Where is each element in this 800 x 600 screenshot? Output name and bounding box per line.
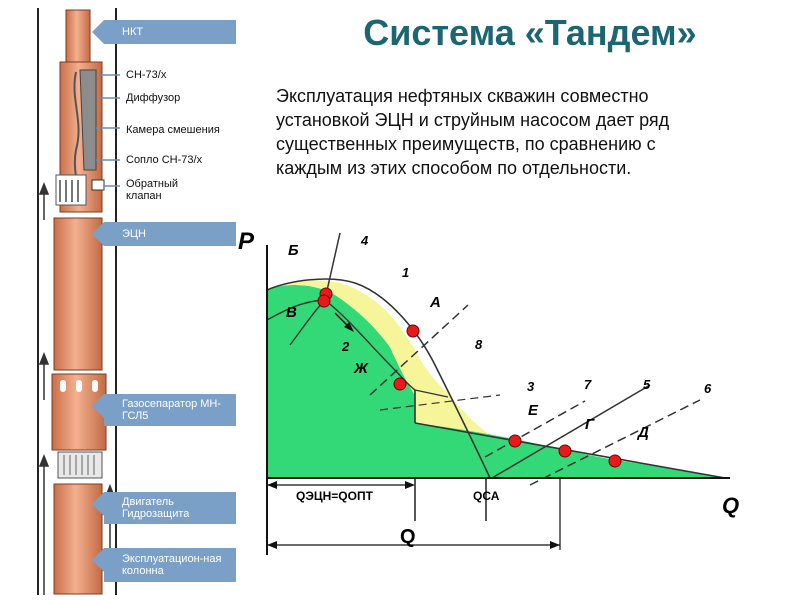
label-gas-separator: Газосепаратор МН-ГСЛ5 bbox=[104, 394, 236, 426]
curve-num-7: 7 bbox=[584, 377, 592, 392]
letter-v: В bbox=[286, 304, 297, 321]
label-mixing-chamber: Камера смешения bbox=[126, 124, 220, 136]
q-ca-label: QСА bbox=[473, 489, 500, 503]
curve-num-6: 6 bbox=[704, 381, 712, 396]
axis-q-label: Q bbox=[722, 493, 740, 518]
point-d bbox=[609, 455, 621, 467]
label-diffuser: Диффузор bbox=[126, 92, 181, 104]
point-g bbox=[559, 445, 571, 457]
letter-g: Г bbox=[585, 416, 595, 433]
page-title: Система «Тандем» bbox=[363, 12, 697, 53]
q-span-label: Q bbox=[400, 526, 416, 548]
q-ecn-label: QЭЦН=QОПТ bbox=[296, 489, 373, 503]
curve-num-5: 5 bbox=[643, 377, 651, 392]
curve-num-4: 4 bbox=[361, 233, 369, 248]
label-sn: СН-73/х bbox=[126, 69, 167, 81]
letter-e: Е bbox=[528, 402, 539, 419]
letter-d: Д bbox=[638, 424, 649, 441]
point-v bbox=[318, 295, 330, 307]
letter-a: А bbox=[430, 294, 441, 311]
point-a bbox=[407, 325, 419, 337]
tandem-chart bbox=[230, 225, 790, 585]
letter-zh: Ж bbox=[354, 360, 368, 377]
point-e bbox=[509, 435, 521, 447]
label-ecn: ЭЦН bbox=[104, 222, 236, 246]
label-check-valve: Обратный клапан bbox=[126, 178, 179, 202]
description-text: Эксплуатация нефтяных скважин совместно установкой ЭЦН и струйным насосом дает ряд существенных преимуществ, по сравнению с каждым из этих способом по отдельности. bbox=[276, 86, 670, 178]
point-zh bbox=[394, 378, 406, 390]
axis-p-label: P bbox=[238, 228, 255, 255]
label-nkt: НКТ bbox=[104, 20, 236, 44]
label-motor: Двигатель Гидрозащита bbox=[104, 492, 236, 524]
curve-num-3: 3 bbox=[527, 379, 535, 394]
curve-num-2: 2 bbox=[342, 339, 350, 354]
label-casing: Эксплуатацион-ная колонна bbox=[104, 548, 236, 582]
letter-b: Б bbox=[288, 242, 299, 259]
nkt-tube bbox=[66, 10, 90, 64]
curve-num-1: 1 bbox=[402, 265, 410, 280]
label-leader-lines bbox=[90, 0, 210, 600]
label-nozzle: Сопло СН-73/х bbox=[126, 154, 203, 166]
curve-num-8: 8 bbox=[475, 337, 483, 352]
